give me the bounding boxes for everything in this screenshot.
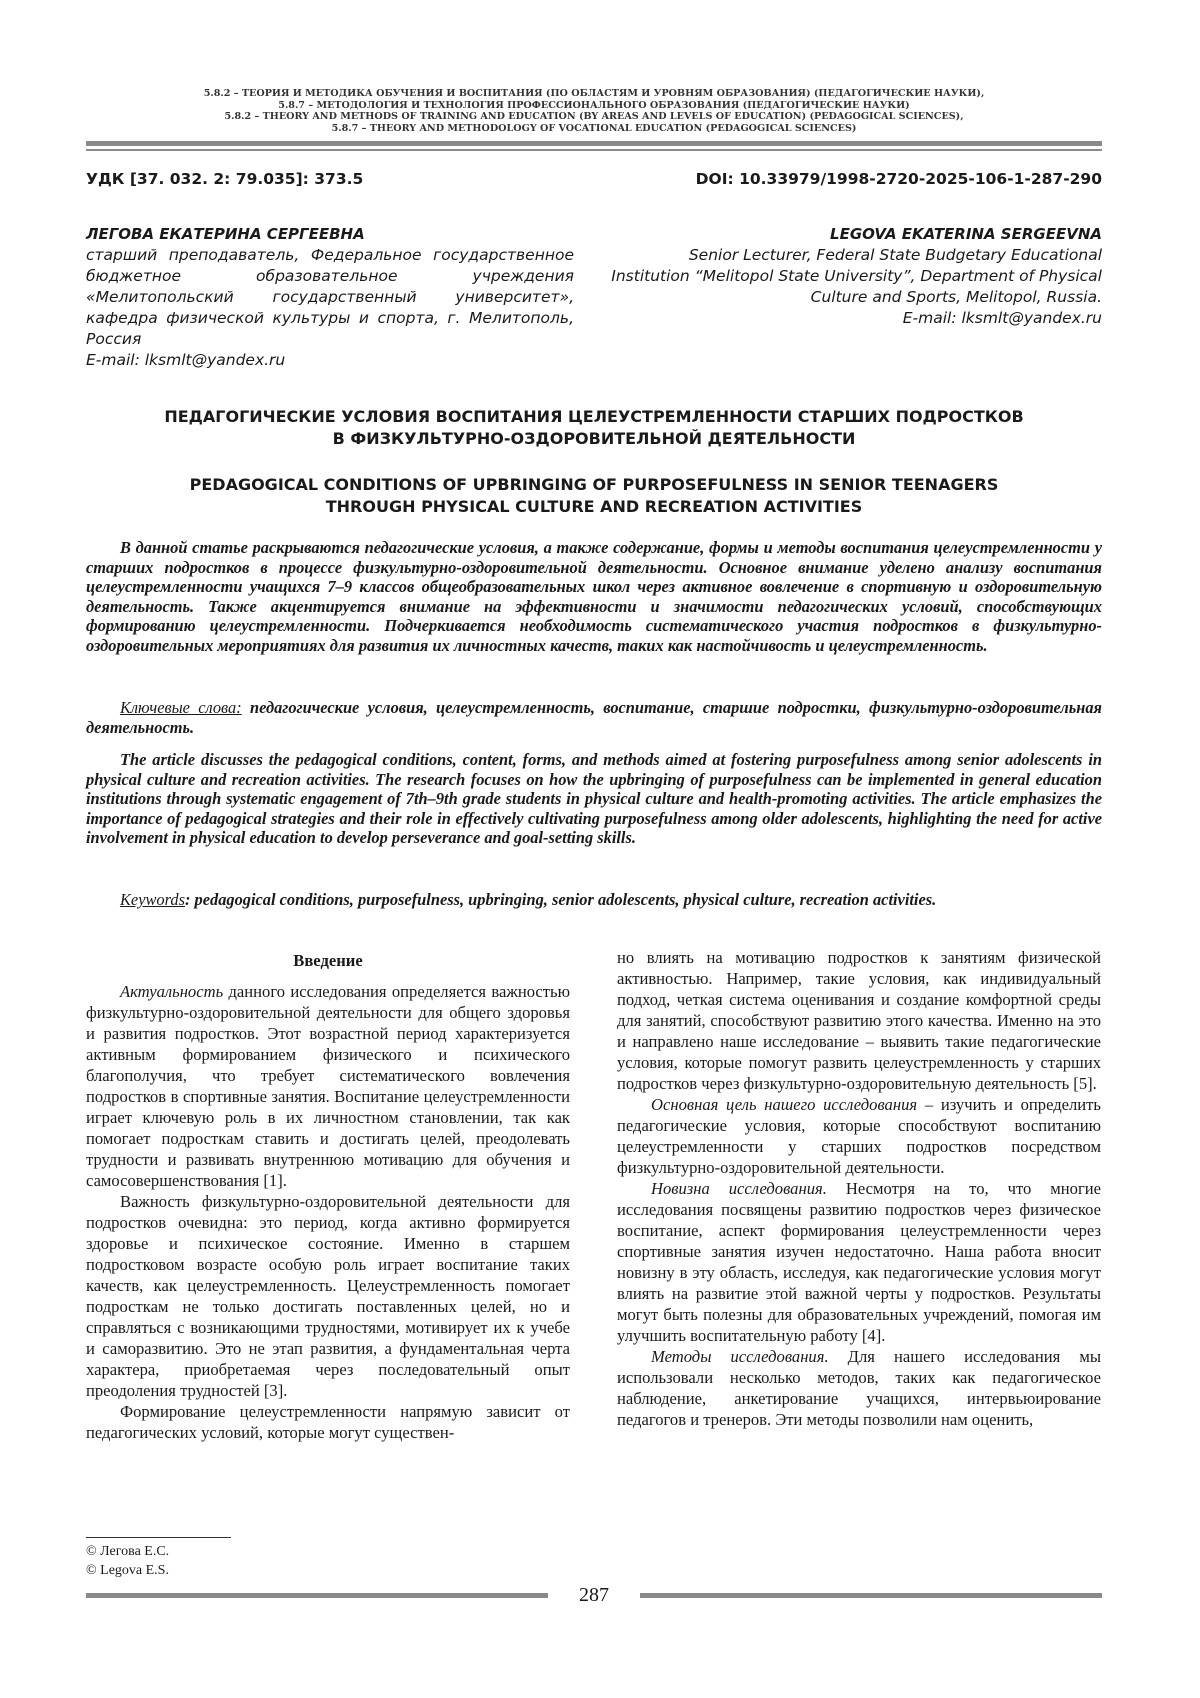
header-line: 5.8.7 – МЕТОДОЛОГИЯ И ТЕХНОЛОГИЯ ПРОФЕССИОНАЛЬНОГО ОБРАЗОВАНИЯ (ПЕДАГОГИЧЕСКИЕ НАУКИ) — [278, 99, 910, 111]
keywords-label-ru: Ключевые слова: — [120, 698, 242, 717]
paragraph-text: данного исследования определяется важностью физкультурно-оздоровительной деятельности для общего здоровья и развития подростков. Этот возрастной период характеризуется активным формированием физического и психического благополучия, что требует систематического вовлечения подростков в спортивные занятия. Воспитание целеустремленности играет ключевую роль в их личностном становлении, так как помогает подросткам ставить и достигать целей, преодолевать трудности и развивать внутреннюю мотивацию для обучения и самосовершенствования [1]. — [86, 982, 570, 1190]
title-line: PEDAGOGICAL CONDITIONS OF UPBRINGING OF PURPOSEFULNESS IN SENIOR TEENAGERS — [189, 475, 999, 494]
header-rule-thin — [86, 149, 1102, 151]
emphasis: Новизна исследования. — [651, 1179, 827, 1198]
emphasis: Основная цель нашего исследования — [651, 1095, 918, 1114]
author-affiliation-en: Senior Lecturer, Federal State Budgetary Educational Institution “Melitopol State University”, Department of Physical Culture and Sports, Melitopol, Russia. — [611, 246, 1102, 306]
header-rule-thick — [86, 141, 1102, 146]
keywords-ru — [86, 698, 1102, 737]
section-heading: Введение — [293, 951, 363, 970]
paragraph-text: Для нашего исследования мы использовали несколько методов, таких как педагогическое наблюдение, анкетирование учащихся, интервьюирование педагогов и тренеров. Эти методы позволили нам оценить, — [617, 1347, 1101, 1429]
author-affiliation-ru: старший преподаватель, Федеральное государственное бюджетное образовательное учреждения «Мелитопольский государственный университет», кафедра физической культуры и спорта, г. Мелитополь, Россия — [86, 246, 574, 348]
header-line: 5.8.2 – THEORY AND METHODS OF TRAINING AND EDUCATION (BY AREAS AND LEVELS OF EDUCATION) (PEDAGOGICAL SCIENCES), — [224, 111, 964, 123]
author-block-en — [610, 224, 1102, 329]
paragraph: Формирование целеустремленности напрямую зависит от педагогических условий, которые могут существен- — [86, 1402, 570, 1442]
udk-code: УДК [37. 032. 2: 79.035]: 373.5 — [86, 170, 364, 188]
paragraph — [617, 1094, 1101, 1178]
paragraph — [617, 1178, 1101, 1346]
paragraph-text: Несмотря на то, что многие исследования посвящены развитию подростков через физическое воспитание, аспект формирования целеустремленности через спортивные занятия изучен недостаточно. Наша работа вносит новизну в эту область, исследуя, как педагогические условия могут влиять на развитие этой важной черты у подростков. Результаты могут быть полезны для образовательных учреждений, помогая им улучшить воспитательную работу [4]. — [617, 1179, 1102, 1345]
paragraph: Важность физкультурно-оздоровительной деятельности для подростков очевидна: это период, когда активно формируется здоровье и психическое состояние. Именно в старшем подростковом возрасте особую роль играет воспитание таких качеств, как целеустремленность. Целеустремленность помогает подросткам не только достигать поставленных целей, но и справляться с возникающими трудностями, мотивирует их к учебе и саморазвитию. Это не этап развития, а фундаментальная черта характера, приобретаемая через последовательный опыт преодоления трудностей [3]. — [86, 1192, 570, 1400]
header-line: 5.8.2 – ТЕОРИЯ И МЕТОДИКА ОБУЧЕНИЯ И ВОСПИТАНИЯ (ПО ОБЛАСТЯМ И УРОВНЯМ ОБРАЗОВАНИЯ) (ПЕДАГОГИЧЕСКИЕ НАУКИ), — [203, 88, 985, 99]
title-line: THROUGH PHYSICAL CULTURE AND RECREATION ACTIVITIES — [325, 497, 863, 516]
author-name-en: LEGOVA EKATERINA SERGEEVNA — [830, 225, 1102, 243]
keywords-en — [86, 890, 1102, 910]
keywords-label-en: Keywords — [120, 890, 185, 909]
paragraph — [86, 981, 570, 1191]
abstract-en: The article discusses the pedagogical conditions, content, forms, and methods aimed at fostering purposefulness among senior adolescents in physical culture and recreation activities. The research focuses on how the upbringing of purposefulness can be implemented in general education institutions through systematic engagement of 7th–9th grade students in physical culture and health-promoting activities. The article emphasizes the importance of pedagogical strategies and their role in effectively cultivating purposefulness among older adolescents, highlighting the need for active involvement in physical education to develop perseverance and goal-setting skills. — [86, 750, 1102, 848]
author-block-ru — [86, 224, 574, 371]
paragraph — [617, 1346, 1101, 1430]
emphasis: Актуальность — [120, 982, 224, 1001]
paragraph-text: – изучить и определить педагогические условия, которые способствуют воспитанию целеустремленности у старших подростков посредством физкультурно-оздоровительной деятельности. — [617, 1095, 1102, 1177]
page-number: 287 — [579, 1584, 609, 1606]
author-email-ru[interactable]: E-mail: lksmlt@yandex.ru — [86, 351, 286, 369]
body-column-right — [617, 947, 1101, 1430]
article-title-en — [86, 474, 1102, 518]
article-title-ru — [86, 406, 1102, 450]
copyright-ru: © Легова Е.С. — [86, 1544, 170, 1559]
footer-rule-right — [640, 1593, 1102, 1598]
doi: DOI: 10.33979/1998-2720-2025-106-1-287-290 — [695, 170, 1102, 188]
copyright-en: © Legova E.S. — [86, 1563, 169, 1578]
author-name-ru: ЛЕГОВА ЕКАТЕРИНА СЕРГЕЕВНА — [86, 225, 365, 243]
author-email-en[interactable]: E-mail: lksmlt@yandex.ru — [902, 309, 1102, 327]
paragraph: но влиять на мотивацию подростков к занятиям физической активностью. Например, такие условия, как индивидуальный подход, четкая система оценивания и создание комфортной среды для занятий, способствуют развитию этого качества. Именно на это и направлено наше исследование – выявить такие педагогические условия, которые помогут развить целеустремленность у старших подростков через физкультурно-оздоровительную деятельность [5]. — [617, 948, 1101, 1093]
title-line: В ФИЗКУЛЬТУРНО-ОЗДОРОВИТЕЛЬНОЙ ДЕЯТЕЛЬНОСТИ — [332, 429, 856, 448]
emphasis: Методы исследования. — [651, 1347, 829, 1366]
footnote-rule — [86, 1537, 231, 1538]
keywords-terms-en: : pedagogical conditions, purposefulness, upbringing, senior adolescents, physical culture, recreation activities. — [184, 890, 937, 909]
header-line: 5.8.7 – THEORY AND METHODOLOGY OF VOCATIONAL EDUCATION (PEDAGOGICAL SCIENCES) — [331, 122, 857, 134]
abstract-ru: В данной статье раскрываются педагогические условия, а также содержание, формы и методы воспитания целеустремленности у старших подростков в процессе физкультурно-оздоровительной деятельности. Основное внимание уделено анализу воспитания целеустремленности учащихся 7–9 классов общеобразовательных школ через активное вовлечение в спортивную и оздоровительную деятельность. Также акцентируется внимание на эффективности и значимости педагогических условий, способствующих формированию целеустремленности. Подчеркивается необходимость систематического участия подростков в физкультурно-оздоровительных мероприятиях для развития их личностных качеств, таких как настойчивость и целеустремленность. — [86, 538, 1102, 655]
journal-header — [86, 88, 1102, 134]
footer-rule-left — [86, 1593, 548, 1598]
title-line: ПЕДАГОГИЧЕСКИЕ УСЛОВИЯ ВОСПИТАНИЯ ЦЕЛЕУСТРЕМЛЕННОСТИ СТАРШИХ ПОДРОСТКОВ — [164, 407, 1024, 426]
keywords-terms-ru: педагогические условия, целеустремленность, воспитание, старшие подростки, физкультурно-оздоровительная деятельность. — [86, 698, 1102, 737]
body-column-left — [86, 950, 570, 1443]
